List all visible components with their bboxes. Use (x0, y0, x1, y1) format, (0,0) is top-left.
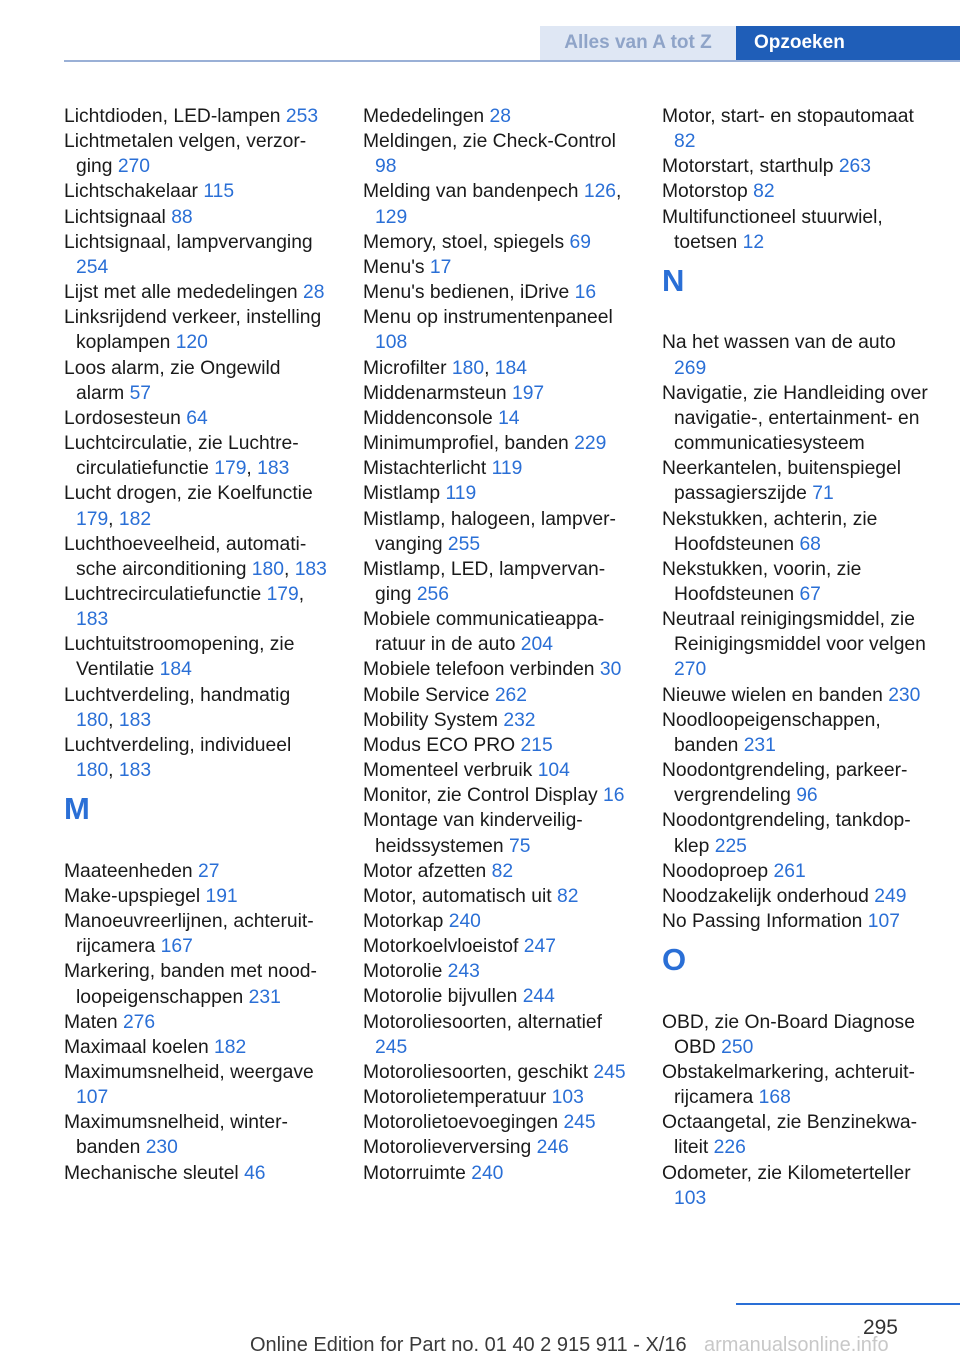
page-reference-link[interactable]: 107 (867, 911, 900, 933)
page-reference-link[interactable]: 184 (494, 357, 527, 379)
index-entry (363, 557, 631, 607)
page-reference-link[interactable]: 180 (451, 357, 485, 379)
page-reference-link[interactable]: 82 (674, 131, 696, 153)
page-reference-link[interactable]: 261 (773, 860, 806, 882)
index-entry-term: Noodzakelijk onderhoud (662, 885, 869, 907)
index-entry (363, 129, 631, 179)
page-reference-link[interactable]: 270 (674, 659, 707, 681)
page-reference-link[interactable]: 96 (796, 785, 818, 807)
page-reference-link[interactable]: 246 (536, 1137, 569, 1159)
index-entry-term: Motoroliesoorten, geschikt (363, 1061, 589, 1083)
index-entry-term: Motorolieverversing (363, 1137, 532, 1159)
page-reference-link[interactable]: 180 (76, 760, 109, 782)
index-entry-term: Lichtdioden, LED-lampen (64, 106, 281, 127)
index-entry: Lucht drogen, zie Koelfunctie 179, 182 (64, 483, 313, 530)
index-entry-term: Linksrijdend verkeer, instelling koplampen (64, 307, 322, 354)
watermark: armanualsonline.info (704, 1334, 889, 1356)
index-entry: Luchtverdeling, handmatig 180, 183 (64, 684, 291, 731)
index-entry (64, 632, 332, 682)
index-entry (363, 934, 631, 959)
page-reference-link[interactable]: 126 (583, 181, 617, 203)
page-reference-link[interactable]: 103 (674, 1187, 707, 1209)
index-entry (64, 1060, 332, 1110)
index-entry (662, 330, 930, 380)
page-reference-link[interactable]: 262 (494, 684, 527, 706)
page-reference-link[interactable]: 179 (266, 583, 299, 605)
page-reference-link[interactable]: 82 (556, 885, 579, 907)
index-entry-term: Mechanische sleutel (64, 1162, 239, 1184)
page-reference-link[interactable]: 270 (117, 156, 150, 178)
index-entry (662, 884, 930, 909)
index-entry-term: Motor, automatisch uit (363, 885, 552, 907)
page-reference-link[interactable]: 182 (214, 1036, 247, 1058)
page-reference-link[interactable]: 250 (721, 1036, 754, 1058)
index-entry (64, 104, 332, 129)
index-entry-term: Noodloopeigenschappen, banden (662, 709, 881, 756)
page-reference-link[interactable]: 183 (257, 458, 290, 480)
index-entry-term: Lucht drogen, zie Koelfunctie (64, 483, 313, 505)
page-reference-link[interactable]: 16 (603, 785, 625, 807)
index-entry (363, 758, 631, 783)
section-letter: O (662, 942, 687, 978)
index-entry (363, 733, 631, 758)
page-reference-link[interactable]: 256 (416, 583, 449, 605)
index-entry-term: Mobiele communicatieapparatuur in de auto (363, 609, 605, 656)
page-reference-link[interactable]: 57 (129, 382, 152, 404)
index-entry (363, 1110, 631, 1135)
page-reference-link[interactable]: 167 (160, 936, 193, 958)
index-entry-term: No Passing Information (662, 911, 863, 933)
index-entry-term: Mobility System (363, 709, 498, 731)
header-active-tab[interactable]: Opzoeken (736, 26, 960, 60)
index-entry: Luchtrecirculatiefunctie 179, 183 (64, 583, 305, 631)
index-entry (363, 657, 631, 682)
index-entry (662, 557, 930, 607)
index-entry (363, 406, 631, 431)
index-entry (662, 179, 930, 204)
index-entry (64, 884, 332, 909)
page-reference-link[interactable]: 183 (294, 558, 327, 580)
index-entry (662, 808, 930, 858)
index-entry-term: Montage van kinderveiligheidssystemen (363, 810, 583, 857)
page-reference-link[interactable]: 120 (175, 332, 208, 354)
index-entry-term: Mistlamp (363, 483, 441, 505)
index-entry-term: Meldingen, zie Check-Control (363, 131, 616, 153)
index-entry-term: Luchtverdeling, individueel (64, 734, 292, 756)
index-entry (363, 507, 631, 557)
index-entry (363, 431, 631, 456)
page-reference-link[interactable]: 249 (874, 885, 907, 907)
index-entry (363, 984, 631, 1009)
index-entry (64, 859, 332, 884)
index-entry-term: Motorstop (662, 181, 748, 203)
header-section-tab: Alles van A tot Z (540, 26, 736, 60)
page-reference-link[interactable]: 168 (758, 1087, 791, 1109)
index-entry-term: Motoroliesoorten, alternatief (363, 1011, 603, 1033)
page-reference-link[interactable]: 253 (285, 106, 319, 127)
page-reference-link[interactable]: 82 (753, 181, 775, 203)
page-reference-link[interactable]: 88 (171, 206, 193, 228)
index-entry: Microfilter 180, 184 (363, 357, 527, 379)
page-reference-link[interactable]: 204 (520, 634, 553, 656)
index-entry-term: Luchtrecirculatiefunctie (64, 583, 262, 605)
index-entry (363, 607, 631, 657)
index-entry-term: Luchtverdeling, handmatig (64, 684, 291, 706)
index-entry (363, 481, 631, 506)
index-entry-term: Motorstart, starthulp (662, 156, 834, 178)
index-entry (363, 230, 631, 255)
page-reference-link[interactable]: 30 (599, 659, 622, 681)
index-entry-term: Navigatie, zie Handleiding over navigatie-, entertainment- en communicatiesysteem (662, 382, 928, 455)
index-entry (64, 205, 332, 230)
index-entry (64, 1035, 332, 1060)
page-reference-link[interactable]: 27 (198, 860, 220, 882)
index-entry (64, 356, 332, 406)
index-entry-term: Maximaal koelen (64, 1036, 209, 1058)
page-reference-link[interactable]: 191 (205, 885, 238, 907)
index-entry-term: Octaangetal, zie Benzinekwaliteit (662, 1112, 918, 1159)
page-reference-link[interactable]: 119 (445, 483, 477, 505)
index-entry-term: Motorolie bijvullen (363, 986, 518, 1008)
index-entry-term: Manoeuvreerlijnen, achteruitrijcamera (64, 911, 314, 958)
page-reference-link[interactable]: 46 (244, 1162, 266, 1184)
page-reference-link[interactable]: 240 (471, 1162, 504, 1184)
page-reference-link[interactable]: 225 (714, 835, 747, 857)
index-entry-term: Markering, banden met noodloopeigenschappen (64, 961, 317, 1008)
page-reference-link[interactable]: 230 (888, 684, 921, 706)
page-reference-link[interactable]: 104 (537, 760, 570, 782)
index-column-2 (363, 104, 631, 1186)
index-entry-term: Menu's (363, 256, 425, 278)
header-divider (64, 60, 960, 62)
page-reference-link[interactable]: 103 (551, 1087, 584, 1109)
index-entry-term: Minimumprofiel, banden (363, 433, 569, 455)
page-reference-link[interactable]: 17 (429, 256, 452, 278)
index-entry (363, 280, 631, 305)
page-reference-link[interactable]: 183 (118, 709, 152, 731)
page-reference-link[interactable]: 98 (375, 156, 397, 178)
index-entry (363, 859, 631, 884)
index-entry (64, 909, 332, 959)
index-entry-term: Na het wassen van de auto (662, 332, 896, 354)
index-entry-term: Maximumsnelheid, weergave (64, 1061, 314, 1083)
index-entry-term: Motorkap (363, 911, 444, 932)
index-entry (363, 708, 631, 733)
index-entry (363, 104, 631, 129)
index-entry: Luchthoeveelheid, automatische airconditioning 180, 183 (64, 533, 327, 580)
section-letter: N (662, 262, 685, 298)
page-reference-link[interactable]: 245 (593, 1061, 626, 1083)
index-entry (662, 683, 930, 708)
page-reference-link[interactable]: 247 (523, 936, 556, 958)
index-entry-term: Obstakelmarkering, achteruitrijcamera (662, 1062, 915, 1109)
page-reference-link[interactable]: 107 (76, 1087, 109, 1109)
index-entry-term: Motorolie (363, 961, 443, 983)
index-entry-term: Make-upspiegel (64, 885, 201, 907)
index-entry-term: Multifunctioneel stuurwiel, toetsen (662, 206, 883, 253)
page-reference-link[interactable]: 255 (447, 533, 481, 555)
index-entry (363, 255, 631, 280)
page-reference-link[interactable]: 28 (303, 282, 325, 304)
index-entry (662, 859, 930, 884)
index-entry (662, 154, 930, 179)
index-column-1 (64, 104, 332, 1186)
index-entry-term: Motorruimte (363, 1162, 466, 1184)
index-entry-term: Lijst met alle mededelingen (64, 282, 298, 304)
page-reference-link[interactable]: 197 (511, 382, 545, 404)
page-reference-link[interactable]: 215 (520, 734, 553, 756)
index-entry (662, 758, 930, 808)
footer-divider (736, 1303, 960, 1305)
index-entry (363, 884, 631, 909)
index-entry-term: OBD, zie On-Board Diagnose OBD (662, 1011, 915, 1058)
page-reference-link[interactable]: 67 (799, 584, 821, 605)
index-entry-term: Neerkantelen, buitenspiegel passagierszijde (662, 458, 902, 505)
index-entry-term: Loos alarm, zie Ongewild alarm (64, 357, 281, 404)
index-entry-term: Motorolietemperatuur (363, 1087, 547, 1109)
index-entry (662, 1110, 930, 1160)
index-entry-term: Maateenheden (64, 860, 193, 882)
index-entry-term: Mobiele telefoon verbinden (363, 659, 595, 681)
page-reference-link[interactable]: 245 (563, 1112, 596, 1134)
page-reference-link[interactable]: 108 (375, 332, 408, 354)
index-entry: Luchtcirculatie, zie Luchtrecirculatiefunctie 179, 183 (64, 433, 299, 480)
index-entry-term: Luchthoeveelheid, automatische airconditioning (64, 533, 307, 580)
page-reference-link[interactable]: 269 (674, 357, 707, 379)
index-entry-term: Mistlamp, LED, lampvervanging (363, 558, 606, 605)
index-entry-term: Motorolietoevoegingen (363, 1112, 559, 1134)
index-entry (363, 1060, 631, 1085)
index-entry-term: Monitor, zie Control Display (363, 785, 598, 807)
index-entry (363, 783, 631, 808)
index-entry (363, 808, 631, 858)
page-reference-link[interactable]: 115 (203, 181, 235, 203)
page-reference-link[interactable]: 231 (743, 734, 776, 756)
index-entry (662, 507, 930, 557)
page-reference-link[interactable]: 82 (491, 860, 514, 882)
index-entry-term: Motor afzetten (363, 860, 487, 882)
index-entry (662, 1060, 930, 1110)
index-entry-term: Middenarmsteun (363, 382, 507, 404)
page-reference-link[interactable]: 231 (248, 986, 281, 1008)
index-entry (64, 1161, 332, 1186)
index-entry-term: Noodoproep (662, 860, 769, 882)
page-reference-link[interactable]: 230 (145, 1137, 178, 1159)
page-reference-link[interactable]: 183 (76, 609, 109, 631)
index-entry-term: Luchtuitstroomopening, zie Ventilatie (64, 634, 295, 681)
index-entry-term: Luchtcirculatie, zie Luchtrecirculatiefunctie (64, 433, 299, 480)
page-reference-link[interactable]: 184 (159, 659, 192, 681)
index-entry (64, 179, 332, 204)
index-entry-term: Memory, stoel, spiegels (363, 231, 565, 253)
index-entry (64, 230, 332, 280)
index-entry-term: Odometer, zie Kilometerteller (662, 1162, 911, 1184)
index-entry (363, 959, 631, 984)
index-entry: Luchtverdeling, individueel 180, 183 (64, 734, 292, 782)
edition-footer: Online Edition for Part no. 01 40 2 915 911 - X/16 (250, 1334, 687, 1356)
page-reference-link[interactable]: 69 (569, 231, 591, 253)
index-entry (363, 1135, 631, 1160)
index-entry-term: Menu op instrumentenpaneel (363, 307, 613, 329)
page-reference-link[interactable]: 276 (122, 1011, 156, 1033)
index-entry (363, 1010, 631, 1060)
index-entry (64, 1010, 332, 1035)
index-entry: Melding van bandenpech 126, 129 (363, 181, 622, 228)
index-column-3 (662, 104, 930, 1211)
index-entry-term: Nieuwe wielen en banden (662, 684, 883, 706)
page-reference-link[interactable]: 240 (448, 911, 481, 932)
index-entry (662, 205, 930, 255)
index-entry-term: Lichtsignaal, lampvervanging (64, 231, 313, 253)
index-entry (662, 909, 930, 934)
index-entry (64, 280, 332, 305)
index-entry-term: Maximumsnelheid, winterbanden (64, 1112, 288, 1159)
index-entry-term: Mededelingen (363, 106, 485, 127)
index-entry (662, 1010, 930, 1060)
page-reference-link[interactable]: 180 (76, 709, 109, 731)
index-entry (64, 959, 332, 1009)
index-entry-term: Lichtsignaal (64, 206, 166, 228)
index-entry-term: Momenteel verbruik (363, 760, 533, 782)
page-reference-link[interactable]: 263 (838, 156, 871, 178)
index-entry-term: Motor, start- en stopautomaat (662, 106, 914, 127)
index-entry (662, 708, 930, 758)
page-reference-link[interactable]: 183 (118, 760, 152, 782)
index-entry-term: Lichtmetalen velgen, verzorging (64, 131, 307, 178)
page-reference-link[interactable]: 245 (375, 1036, 408, 1058)
page-reference-link[interactable]: 129 (375, 206, 408, 228)
page-reference-link[interactable]: 28 (489, 106, 511, 127)
page-reference-link[interactable]: 244 (522, 986, 555, 1008)
index-entry (662, 607, 930, 682)
index-entry-term: Menu's bedienen, iDrive (363, 282, 570, 304)
page-reference-link[interactable]: 229 (574, 433, 607, 455)
index-entry-term: Motorkoelvloeistof (363, 936, 519, 958)
index-entry (363, 381, 631, 406)
index-entry-term: Microfilter (363, 357, 447, 379)
section-letter: M (64, 791, 90, 827)
page-reference-link[interactable]: 71 (812, 483, 834, 505)
index-entry (363, 456, 631, 481)
page-reference-link[interactable]: 179 (214, 458, 247, 480)
page-reference-link[interactable]: 64 (186, 407, 208, 429)
index-entry-term: Lordosesteun (64, 407, 181, 429)
index-entry (662, 104, 930, 154)
index-entry (662, 456, 930, 506)
index-entry-term: Melding van bandenpech (363, 181, 579, 203)
index-entry-term: Mobile Service (363, 684, 490, 706)
page-reference-link[interactable]: 75 (508, 835, 531, 857)
page-reference-link[interactable]: 243 (447, 961, 480, 983)
page-number: 295 (862, 1316, 898, 1339)
index-entry-term: Noodontgrendeling, parkeervergrendeling (662, 760, 908, 807)
page-reference-link[interactable]: 180 (251, 558, 284, 580)
page-reference-link[interactable]: 254 (76, 256, 109, 278)
index-entry (64, 406, 332, 431)
page-reference-link[interactable]: 182 (118, 508, 152, 530)
index-entry (64, 1110, 332, 1160)
index-entry-term: Lichtschakelaar (64, 181, 198, 203)
index-entry-term: Neutraal reinigingsmiddel, zie Reinigingsmiddel voor velgen (662, 609, 926, 656)
index-entry (64, 129, 332, 179)
index-entry (363, 683, 631, 708)
index-entry (662, 1161, 930, 1211)
page-reference-link[interactable]: 12 (742, 231, 765, 253)
page-reference-link[interactable]: 232 (503, 709, 536, 731)
index-entry (662, 381, 930, 456)
page-reference-link[interactable]: 119 (491, 458, 523, 480)
index-entry (363, 1085, 631, 1110)
index-entry-term: Middenconsole (363, 407, 493, 429)
page-reference-link[interactable]: 14 (498, 407, 520, 429)
index-entry (363, 305, 631, 355)
index-entry-term: Nekstukken, achterin, zie Hoofdsteunen (662, 508, 878, 555)
page-reference-link[interactable]: 68 (799, 533, 821, 555)
index-entry-term: Nekstukken, voorin, zie Hoofdsteunen (662, 558, 862, 605)
index-entry-term: Modus ECO PRO (363, 734, 516, 756)
index-entry (64, 305, 332, 355)
index-entry-term: Mistlamp, halogeen, lampvervanging (363, 508, 616, 555)
page-reference-link[interactable]: 226 (713, 1137, 746, 1159)
page-reference-link[interactable]: 16 (574, 282, 597, 304)
index-entry-term: Maten (64, 1011, 118, 1033)
index-entry-term: Noodontgrendeling, tankdopklep (662, 810, 911, 857)
index-entry (363, 909, 631, 934)
page-reference-link[interactable]: 179 (76, 508, 109, 530)
index-entry (363, 1161, 631, 1186)
index-entry-term: Mistachterlicht (363, 458, 487, 480)
